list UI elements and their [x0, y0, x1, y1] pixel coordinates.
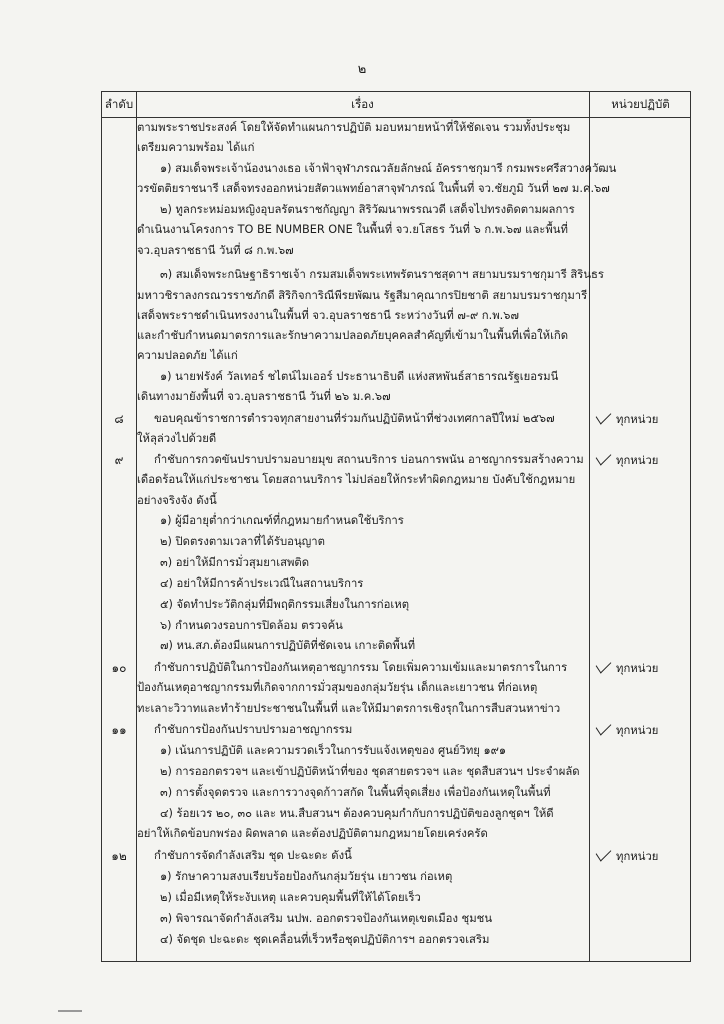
- text-line: กำชับการปฏิบัติในการป้องกันเหตุอาชญากรรม โดยเพิ่มความเข้มและมาตรการในการ: [154, 661, 568, 674]
- text-line: ๔) จัดชุด ปะฉะดะ ชุดเคลื่อนที่เร็วหรือชุดปฏิบัติการฯ ออกตรวจเสริม: [160, 933, 490, 946]
- text-line: เสด็จพระราชดำเนินทรงงานในพื้นที่ จว.อุบลราชธานี ระหว่างวันที่ ๗-๙ ก.พ.๖๗: [137, 309, 519, 322]
- responsible-unit: ทุกหน่วย: [596, 848, 688, 865]
- item-number: ๘: [114, 412, 124, 426]
- text-line: ๒) การออกตรวจฯ และเข้าปฏิบัติหน้าที่ของ ชุดสายตรวจฯ และ ชุดสืบสวนฯ ประจำผลัด: [160, 765, 580, 778]
- text-line: ๗) หน.สภ.ต้องมีแผนการปฏิบัติที่ชัดเจน เกาะติดพื้นที่: [160, 639, 416, 652]
- header-no: ลำดับ: [104, 97, 134, 111]
- text-line: ๓) พิจารณาจัดกำลังเสริม นปพ. ออกตรวจป้องกันเหตุเขตเมือง ชุมชน: [160, 912, 493, 925]
- responsible-unit: ทุกหน่วย: [596, 722, 688, 739]
- item-number: ๑๐: [111, 661, 127, 675]
- text-line: กำชับการจัดกำลังเสริม ชุด ปะฉะดะ ดังนี้: [154, 849, 352, 862]
- text-line: ตามพระราชประสงค์ โดยให้จัดทำแผนการปฏิบัติ มอบหมายหน้าที่ให้ชัดเจน รวมทั้งประชุม: [137, 121, 571, 134]
- text-line: ดำเนินงานโครงการ TO BE NUMBER ONE ในพื้นที่ จว.ยโสธร วันที่ ๖ ก.พ.๖๗ และพื้นที่: [137, 223, 568, 236]
- text-line: ๒) เมื่อมีเหตุให้ระงับเหตุ และควบคุมพื้นที่ให้ได้โดยเร็ว: [160, 891, 421, 904]
- text-line: ทะเลาะวิวาทและทำร้ายประชาชนในพื้นที่ และให้มีมาตรการเชิงรุกในการสืบสวนหาข่าว: [137, 702, 561, 715]
- scan-mark: [58, 1010, 82, 1012]
- text-line: ๑) สมเด็จพระเจ้าน้องนางเธอ เจ้าฟ้าจุฬาภรณวลัยลักษณ์ อัครราชกุมารี กรมพระศรีสวางควัฒน: [160, 162, 617, 175]
- text-line: ๒) ทูลกระหม่อมหญิงอุบลรัตนราชกัญญา สิริวัฒนาพรรณวดี เสด็จไปทรงติดตามผลการ: [160, 203, 575, 216]
- page-number: ๒: [357, 62, 367, 77]
- text-line: ๔) ร้อยเวร ๒๐, ๓๐ และ หน.สืบสวนฯ ต้องควบคุมกำกับการปฏิบัติของลูกชุดฯ ให้ดี: [160, 807, 554, 820]
- text-line: กำชับการป้องกันปราบปรามอาชญากรรม: [154, 723, 353, 736]
- header-divider: [102, 117, 690, 118]
- text-line: เดือดร้อนให้แก่ประชาชน โดยสถานบริการ ไม่ปล่อยให้กระทำผิดกฎหมาย บังคับใช้กฎหมาย: [137, 473, 576, 486]
- text-line: ๖) กำหนดวงรอบการปิดล้อม ตรวจค้น: [160, 619, 343, 632]
- text-line: กำชับการกวดขันปราบปรามอบายมุข สถานบริการ บ่อนการพนัน อาชญากรรมสร้างความ: [154, 453, 584, 466]
- text-line: ๓) อย่าให้มีการมั่วสุมยาเสพติด: [160, 556, 310, 569]
- text-line: ๑) รักษาความสงบเรียบร้อยป้องกันกลุ่มวัยรุ่น เยาวชน ก่อเหตุ: [160, 870, 453, 883]
- text-line: ความปลอดภัย ได้แก่: [137, 349, 238, 362]
- text-line: มหาวชิราลงกรณวรราชภักดี สิริกิจการิณีพีรยพัฒน รัฐสีมาคุณากรปิยชาติ สยามบรมราชกุมารี: [137, 289, 588, 302]
- text-line: จว.อุบลราชธานี วันที่ ๘ ก.พ.๖๗: [137, 244, 294, 257]
- text-line: เดินทางมายังพื้นที่ จว.อุบลราชธานี วันที่ ๒๖ ม.ค.๖๗: [137, 390, 391, 403]
- text-line: วรขัตติยราชนารี เสด็จทรงออกหน่วยสัตวแพทย์อาสาจุฬาภรณ์ ในพื้นที่ จว.ชัยภูมิ วันที่ ๒๗ ม.ค.๖๗: [137, 182, 610, 195]
- header-unit: หน่วยปฏิบัติ: [611, 97, 670, 111]
- text-line: ๔) อย่าให้มีการค้าประเวณีในสถานบริการ: [160, 577, 364, 590]
- text-line: ๒) ปิดตรงตามเวลาที่ได้รับอนุญาต: [160, 535, 325, 548]
- responsible-unit: ทุกหน่วย: [596, 452, 688, 469]
- text-line: เตรียมความพร้อม ได้แก่: [137, 141, 255, 154]
- text-line: ให้ลุล่วงไปด้วยดี: [137, 432, 217, 445]
- text-line: อย่างจริงจัง ดังนี้: [137, 494, 217, 507]
- item-number: ๑๒: [111, 849, 127, 863]
- text-line: ๓) สมเด็จพระกนิษฐาธิราชเจ้า กรมสมเด็จพระเทพรัตนราชสุดาฯ สยามบรมราชกุมารี สิรินธร: [160, 268, 605, 281]
- item-number: ๙: [114, 453, 124, 467]
- text-line: ๑) ผู้มีอายุต่ำกว่าเกณฑ์ที่กฎหมายกำหนดใช้บริการ: [160, 514, 404, 527]
- text-line: และกำชับกำหนดมาตรการและรักษาความปลอดภัยบุคคลสำคัญที่เข้ามาในพื้นที่เพื่อให้เกิด: [137, 329, 569, 342]
- text-line: อย่าให้เกิดข้อบกพร่อง ผิดพลาด และต้องปฏิบัติตามกฎหมายโดยเคร่งครัด: [137, 827, 488, 840]
- header-subject: เรื่อง: [351, 97, 374, 111]
- responsible-unit: ทุกหน่วย: [596, 660, 688, 677]
- responsible-unit: ทุกหน่วย: [596, 411, 688, 428]
- text-line: ขอบคุณข้าราชการตำรวจทุกสายงานที่ร่วมกันปฏิบัติหน้าที่ช่วงเทศกาลปีใหม่ ๒๕๖๗: [154, 412, 555, 425]
- text-line: ป้องกันเหตุอาชญากรรมที่เกิดจากการมั่วสุมของกลุ่มวัยรุ่น เด็กและเยาวชน ที่ก่อเหตุ: [137, 681, 538, 694]
- text-line: ๑) เน้นการปฏิบัติ และความรวดเร็วในการรับแจ้งเหตุของ ศูนย์วิทยุ ๑๙๑: [160, 744, 507, 757]
- item-number: ๑๑: [111, 723, 127, 737]
- text-line: ๑) นายฟรังค์ วัลเทอร์ ชไตน์ไมเออร์ ประธานาธิบดี แห่งสหพันธ์สาธารณรัฐเยอรมนี: [160, 370, 559, 383]
- text-line: ๓) การตั้งจุดตรวจ และการวางจุดก้าวสกัด ในพื้นที่จุดเสี่ยง เพื่อป้องกันเหตุในพื้นที่: [160, 786, 551, 799]
- text-line: ๕) จัดทำประวัติกลุ่มที่มีพฤติกรรมเสี่ยงในการก่อเหตุ: [160, 598, 410, 611]
